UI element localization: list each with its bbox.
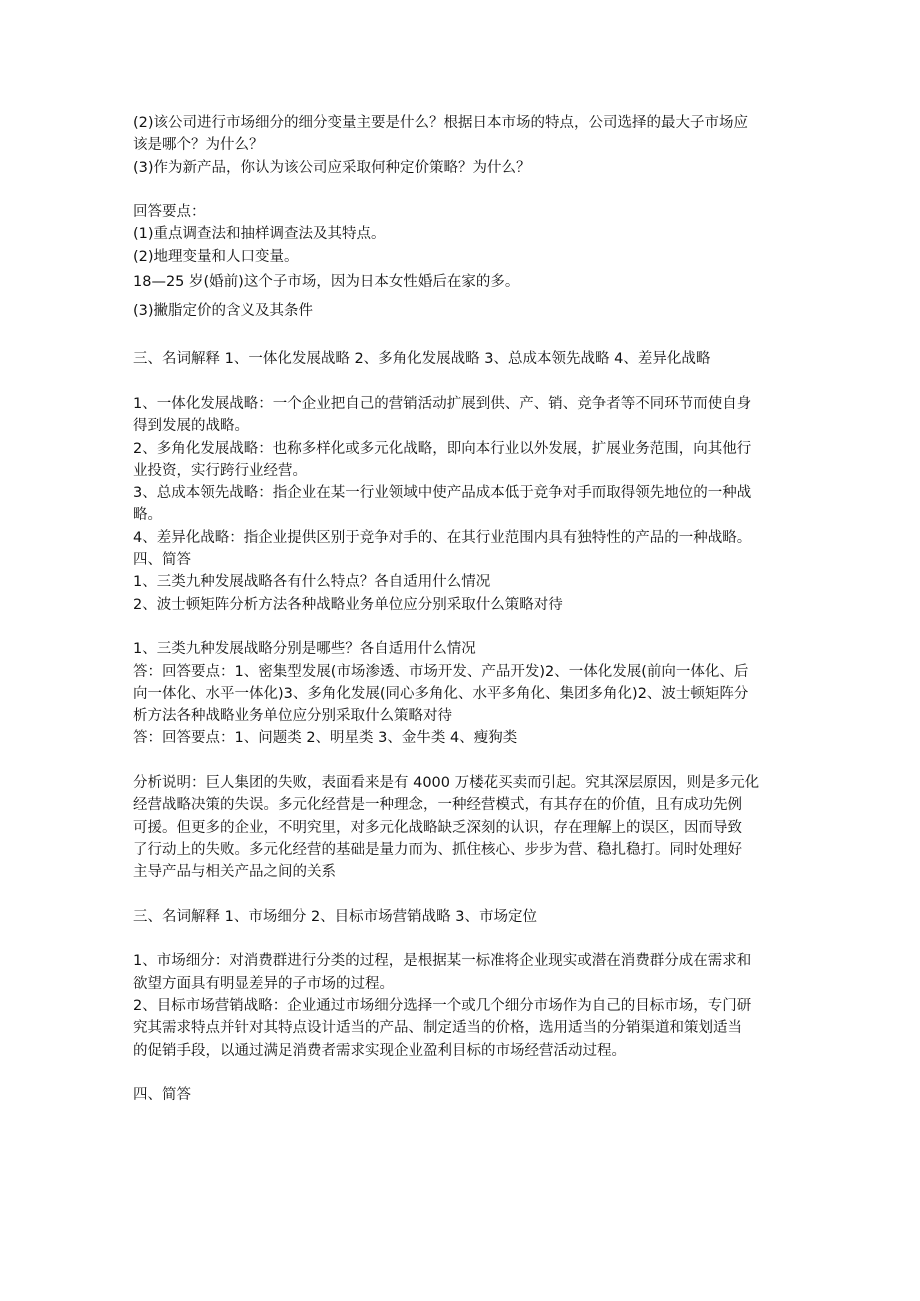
- section-heading-terms-2: 三、名词解释 1、市场细分 2、目标市场营销战略 3、市场定位: [133, 908, 538, 925]
- text-line: 主导产品与相关产品之间的关系: [133, 864, 336, 881]
- text-line: 向一体化、水平一体化)3、多角化发展(同心多角化、水平多角化、集团多角化)2、波士顿矩阵分: [133, 685, 749, 702]
- short-answer-question-1: 1、三类九种发展战略各有什么特点？各自适用什么情况: [133, 574, 491, 591]
- text-line: 业投资，实行跨行业经营。: [133, 462, 307, 479]
- text-line: 2、目标市场营销战略：企业通过市场细分选择一个或几个细分市场作为自己的目标市场，专门研: [133, 997, 752, 1014]
- section-heading-terms-1: 三、名词解释 1、一体化发展战略 2、多角化发展战略 3、总成本领先战略 4、差异化战略: [133, 351, 711, 368]
- blank-line: [133, 179, 798, 201]
- question-2: [133, 112, 798, 157]
- definition-diversification: [133, 438, 798, 483]
- answer-point-2: (2)地理变量和人口变量。: [133, 248, 299, 265]
- blank-line: [133, 884, 798, 906]
- section-heading-short-answer-1: 四、简答: [133, 552, 191, 569]
- definition-integration: [133, 393, 798, 438]
- text-line: (3)作为新产品，你认为该公司应采取何种定价策略？为什么？: [133, 159, 531, 176]
- blank-line: [133, 750, 798, 772]
- text-line: 欲望方面具有明显差异的子市场的过程。: [133, 975, 394, 992]
- text-line: 该是哪个？为什么？: [133, 137, 264, 154]
- blank-line: [133, 616, 798, 638]
- short-answer-response-2: 答：回答要点：1、问题类 2、明星类 3、金牛类 4、瘦狗类: [133, 730, 518, 747]
- text-line: 经营战略决策的失误。多元化经营是一种理念，一种经营模式，有其存在的价值，且有成功先例: [133, 797, 742, 814]
- text-line: 答：回答要点：1、密集型发展(市场渗透、市场开发、产品开发)2、一体化发展(前向一体化、后: [133, 663, 749, 680]
- text-line: 3、总成本领先战略：指企业在某一行业领域中使产品成本低于竞争对手而取得领先地位的一种战: [133, 485, 752, 502]
- blank-line: [133, 1062, 798, 1084]
- analysis-paragraph: [133, 772, 798, 883]
- answer-point-2b: 18—25 岁(婚前)这个子市场，因为日本女性婚后在家的多。: [133, 274, 520, 291]
- text-line: 究其需求特点并针对其特点设计适当的产品、制定适当的价格，选用适当的分销渠道和策划适当: [133, 1020, 742, 1037]
- definition-cost-leadership: [133, 482, 798, 527]
- text-line: 略。: [133, 507, 162, 524]
- short-answer-question-1b: 1、三类九种发展战略分别是哪些？各自适用什么情况: [133, 641, 476, 658]
- section-heading-short-answer-2: 四、简答: [133, 1087, 191, 1104]
- definition-market-segmentation: [133, 950, 798, 995]
- text-line: 1、一体化发展战略：一个企业把自己的营销活动扩展到供、产、销、竞争者等不同环节而使自身: [133, 395, 752, 412]
- answer-point-1: (1)重点调查法和抽样调查法及其特点。: [133, 226, 386, 243]
- text-line: 分析说明：巨人集团的失败，表面看来是有 4000 万楼花买卖而引起。究其深层原因，则是多元化: [133, 775, 760, 792]
- blank-line: [133, 371, 798, 393]
- text-line: 了行动上的失败。多元化经营的基础是量力而为、抓住核心、步步为营、稳扎稳打。同时处理好: [133, 841, 742, 858]
- definition-differentiation: 4、差异化战略：指企业提供区别于竞争对手的、在其行业范围内具有独特性的产品的一种战略。: [133, 529, 752, 546]
- text-line: 可援。但更多的企业，不明究里，对多元化战略缺乏深刻的认识，存在理解上的误区，因而导致: [133, 819, 742, 836]
- text-line: 2、多角化发展战略：也称多样化或多元化战略，即向本行业以外发展，扩展业务范围，向其他行: [133, 440, 752, 457]
- blank-line: [133, 326, 798, 348]
- text-line: 得到发展的战略。: [133, 418, 249, 435]
- blank-line: [133, 928, 798, 950]
- short-answer-response-1: [133, 661, 798, 728]
- answer-heading: 回答要点：: [133, 204, 206, 221]
- text-line: 析方法各种战略业务单位应分别采取什么策略对待: [133, 708, 452, 725]
- question-3: [133, 157, 798, 179]
- short-answer-question-2: 2、波士顿矩阵分析方法各种战略业务单位应分别采取什么策略对待: [133, 596, 563, 613]
- text-line: 1、市场细分：对消费群进行分类的过程，是根据某一标准将企业现实或潜在消费群分成在需求和: [133, 953, 752, 970]
- text-line: 的促销手段，以通过满足消费者需求实现企业盈利目标的市场经营活动过程。: [133, 1042, 626, 1059]
- document-page: [133, 112, 798, 1106]
- definition-target-marketing: [133, 995, 798, 1062]
- answer-point-3: (3)撇脂定价的含义及其条件: [133, 303, 314, 320]
- text-line: (2)该公司进行市场细分的细分变量主要是什么？根据日本市场的特点，公司选择的最大子市场应: [133, 115, 749, 131]
